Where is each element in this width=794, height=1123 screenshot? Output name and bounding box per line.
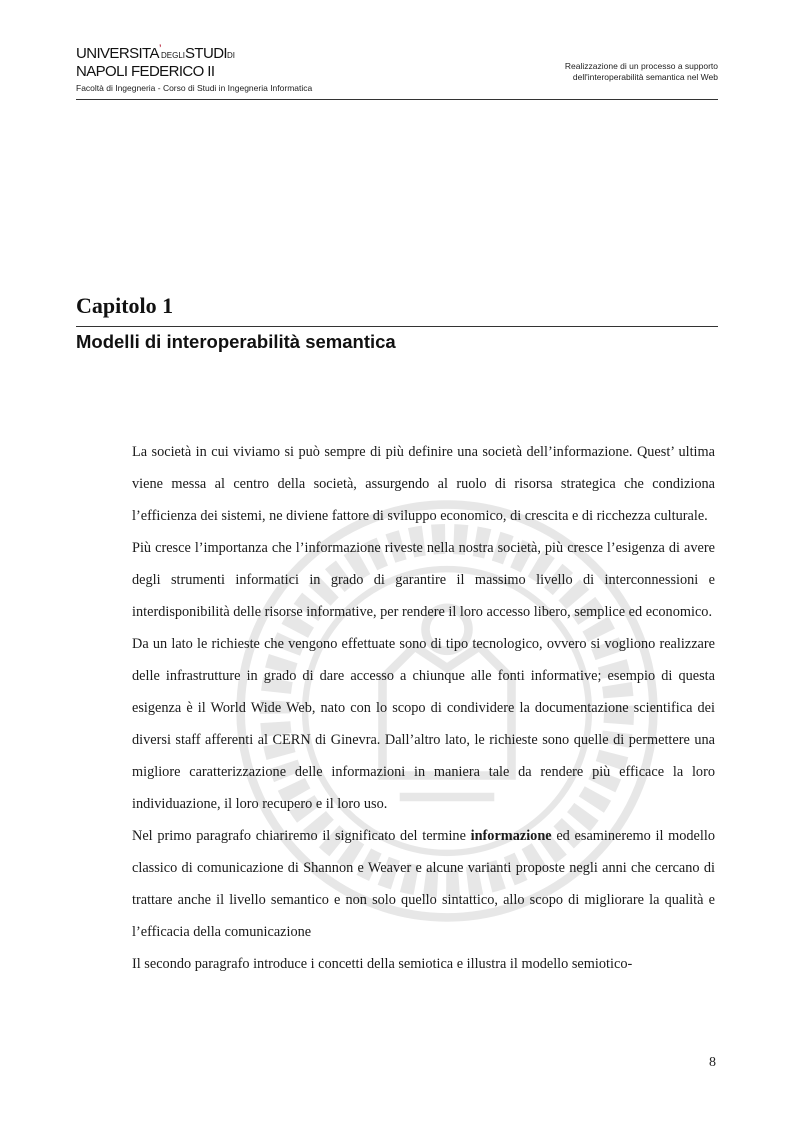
chapter-label: Capitolo 1 xyxy=(76,293,174,318)
paragraph-5: Il secondo paragrafo introduce i concetti della semiotica e illustra il modello semiotico- xyxy=(132,956,633,972)
university-logo xyxy=(76,42,376,94)
document-title-header xyxy=(565,61,718,83)
paragraph-1: La società in cui viviamo si può sempre di più definire una società dell’informazione. Quest’ ultima viene messa al centro della società, assurgendo al ruolo di risorsa strategica che condiziona l’efficienza dei sistemi, ne diviene fattore di sviluppo economico, di crescita e di ricchezza culturale. xyxy=(132,444,715,524)
logo-studi: STUDI xyxy=(185,45,228,62)
paragraph-2: Più cresce l’importanza che l’informazione riveste nella nostra società, più cresce l’esigenza di avere degli strumenti informatici in grado di garantire il massimo livello di interconnessioni e interdisponibilità delle risorse informative, per rendere il loro accesso libero, semplice ed economico. xyxy=(132,540,715,620)
logo-line-1 xyxy=(76,42,376,64)
logo-di: DI xyxy=(227,51,236,60)
logo-degli: DEGLI xyxy=(160,51,185,60)
paragraph-3: Da un lato le richieste che vengono effettuate sono di tipo tecnologico, ovvero si vogliono realizzare delle infrastrutture in grado di dare accesso a chiunque alle fonti informative; esempio di questa esigenza è il World Wide Web, nato con lo scopo di condividere la documentazione scientifica dei diversi staff afferenti al CERN di Ginevra. Dall’altro lato, le richieste sono quelle di permettere una migliore caratterizzazione delle informazioni in maniera tale da rendere più efficace la loro individuazione, il loro recupero e il loro uso. xyxy=(132,636,715,812)
logo-line-2: NAPOLI FEDERICO II xyxy=(76,63,215,80)
body-text xyxy=(132,436,715,980)
page-number: 8 xyxy=(709,1055,716,1070)
term-informazione: informazione xyxy=(470,828,552,844)
chapter-divider xyxy=(76,326,718,327)
header-title-line-1: Realizzazione di un processo a supporto xyxy=(564,61,718,71)
paragraph-4-start: Nel primo paragrafo chiariremo il significato del termine xyxy=(132,828,471,844)
chapter-title: Modelli di interoperabilità semantica xyxy=(76,331,396,352)
logo-universita: UNIVERSITA xyxy=(76,45,159,62)
faculty-subtitle: Facoltà di Ingegneria - Corso di Studi in Ingegneria Informatica xyxy=(76,83,313,93)
paragraph-4 xyxy=(132,820,715,948)
logo-accent-mark: ’ xyxy=(158,42,161,56)
paragraph-4-end: ed esamineremo il modello classico di comunicazione di Shannon e Weaver e alcune varianti proposte negli anni che cercano di trattare anche il livello semantico e non solo quello sintattico, allo scopo di migliorare la qualità e l’efficacia della comunicazione xyxy=(132,828,715,940)
header-divider xyxy=(76,99,718,100)
header-title-line-2: dell'interoperabilità semantica nel Web xyxy=(572,72,718,82)
